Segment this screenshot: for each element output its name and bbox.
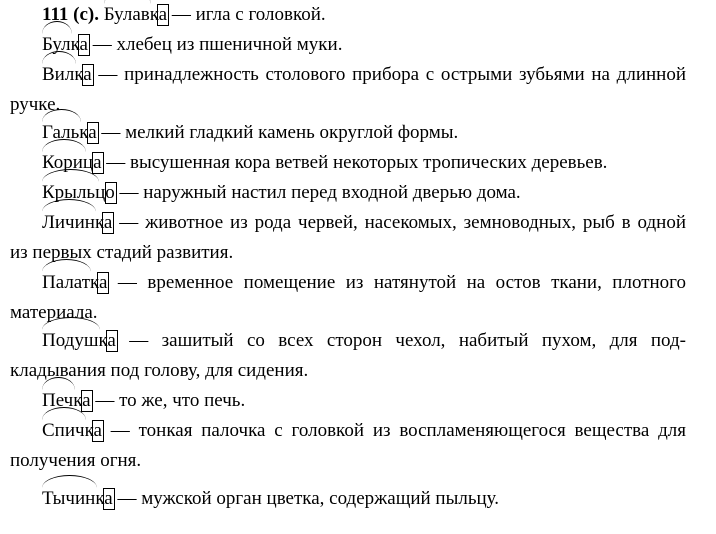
entry-word-text: Галька — [42, 122, 97, 143]
entry-paragraph — [10, 484, 686, 514]
entry-definition: — животное из рода червей, насекомых, земноводных, рыб в одной из первых стадий развития. — [10, 212, 686, 263]
ending-box-mark — [97, 272, 109, 294]
entry-word-text: Палатка — [42, 272, 108, 293]
entry-paragraph — [10, 148, 686, 178]
entry-definition: — временное помещение из натянутой на остов ткани, плотного материала. — [10, 272, 686, 323]
ending-box-mark — [105, 182, 117, 204]
entry-word — [42, 268, 107, 298]
entry-definition: — игла с головкой. — [167, 4, 326, 25]
entry-word — [104, 0, 167, 30]
entry-paragraph — [10, 118, 686, 148]
entry-definition: — мелкий гладкий камень округлой формы. — [96, 122, 459, 143]
entry-definition: — наружный настил перед входной дверью дома. — [114, 182, 521, 203]
ending-box-mark — [87, 122, 99, 144]
entry-paragraph — [10, 208, 686, 268]
entry-word — [42, 484, 113, 514]
root-arc-mark — [104, 0, 151, 4]
entry-word — [42, 416, 102, 446]
ending-box-mark — [81, 390, 93, 412]
entry-definition: — принадлежность столового прибора с острыми зубьями на длинной ручке. — [10, 64, 686, 115]
entry-definition: — то же, что печь. — [90, 390, 246, 411]
ending-box-mark — [157, 4, 169, 26]
ending-box-mark — [106, 330, 118, 352]
entry-word-text: Булавка — [103, 4, 168, 25]
entry-word-text: Тычинка — [42, 488, 113, 509]
entry-word-text: Вилка — [42, 64, 92, 85]
entry-definition: — высушенная кора ветвей некоторых тропических деревьев. — [101, 152, 608, 173]
root-arc-mark — [42, 475, 97, 488]
entry-paragraph — [10, 0, 686, 30]
entry-definition: — мужской орган цветка, содержащий пыльцу. — [112, 488, 500, 509]
entry-paragraph — [10, 60, 686, 120]
entry-word-text: Булка — [42, 34, 88, 55]
ending-box-mark — [92, 420, 104, 442]
ending-box-mark — [102, 212, 114, 234]
entry-paragraph — [10, 30, 686, 60]
entry-word — [42, 326, 116, 356]
ending-box-mark — [92, 152, 104, 174]
entry-paragraph — [10, 326, 686, 386]
entry-definition: — хлебец из пшеничной муки. — [87, 34, 343, 55]
ending-box-mark — [103, 488, 115, 510]
entry-definition: — зашитый со всех сторон чехол, набитый пухом, для подкладывания под голову, для сидения. — [10, 330, 686, 381]
entry-word — [42, 208, 112, 238]
entry-paragraph — [10, 416, 686, 476]
entry-paragraph — [10, 178, 686, 208]
exercise-number: 111 (с). — [42, 4, 99, 25]
ending-box-mark — [82, 64, 94, 86]
entry-word-text: Корица — [42, 152, 102, 173]
entry-paragraph — [10, 386, 686, 416]
entry-word-text: Печка — [42, 390, 91, 411]
entry-word-text: Спичка — [42, 420, 102, 441]
entry-paragraph — [10, 268, 686, 328]
entry-word — [42, 60, 92, 90]
entry-definition: — тонкая палочка с головкой из воспламеняющегося вещества для получения огня. — [10, 420, 686, 471]
entry-word-text: Подушка — [42, 330, 116, 351]
ending-box-mark — [78, 34, 90, 56]
entry-word-text: Крыльцо — [42, 182, 115, 203]
entry-word-text: Личинка — [42, 212, 113, 233]
